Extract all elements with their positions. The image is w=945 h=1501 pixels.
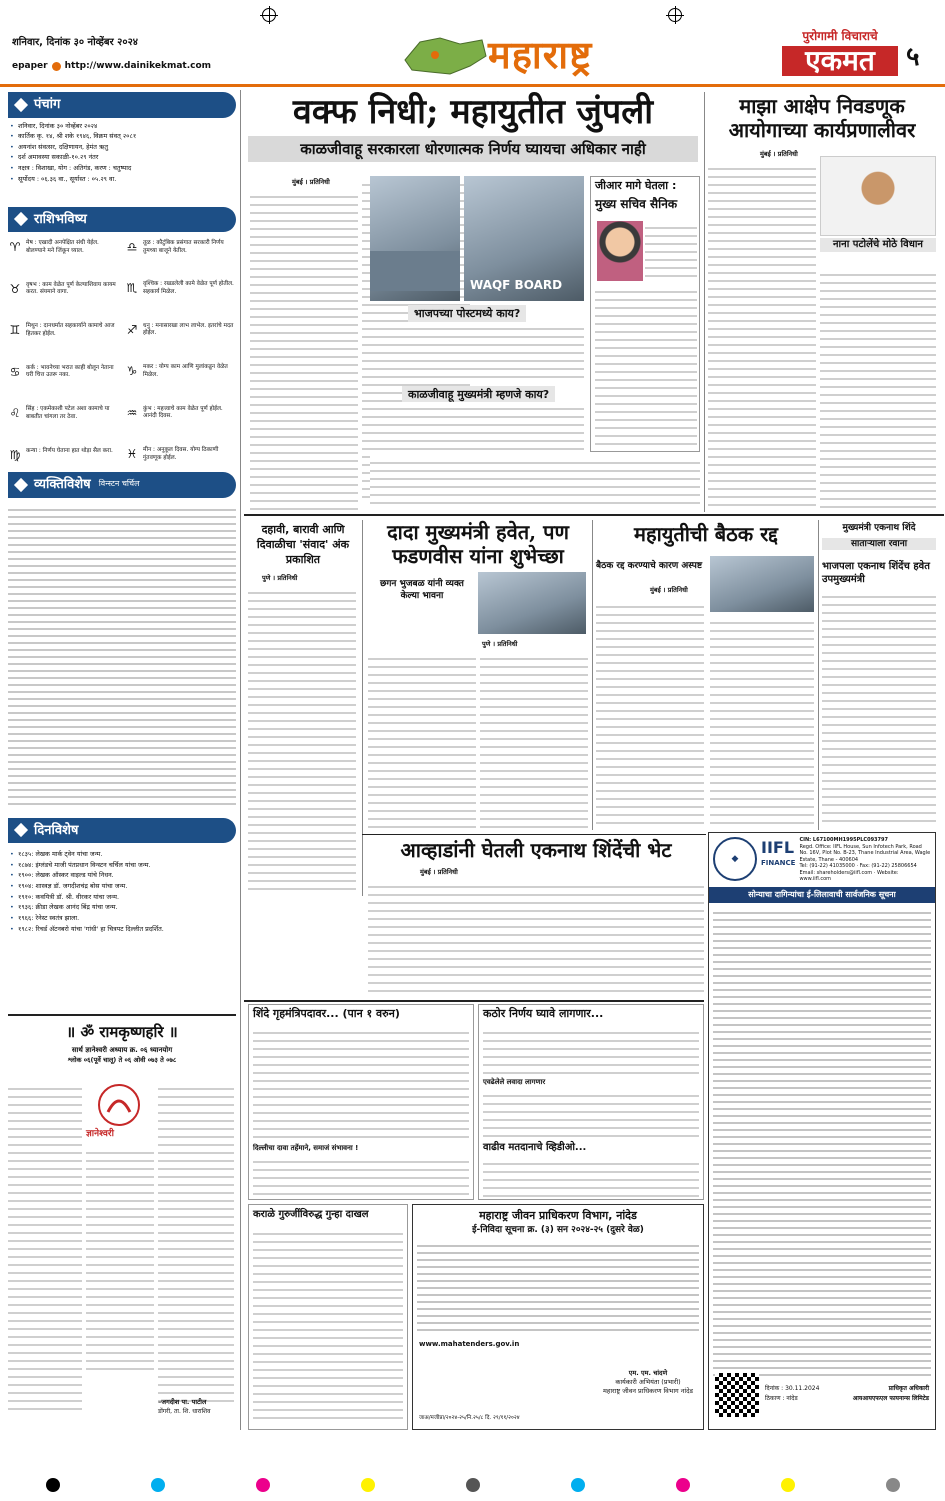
iifl-cin: CIN: L67100MH1995PLC093797: [799, 837, 888, 843]
list-item: • अयनांश संवत्सर, दक्षिणायन, हेमंत ऋतु: [8, 142, 236, 153]
epaper-label: epaper: [12, 61, 48, 71]
iifl-brand-sub: FINANCE: [761, 858, 796, 867]
kathor-sub: एवढेलेले लवादा लागणार: [483, 1077, 546, 1086]
iifl-sign-2: आयआयएफएल फायनान्स लिमिटेड: [852, 1395, 929, 1402]
paper-logo: [782, 28, 898, 78]
lead-body-col: [250, 190, 358, 510]
leo-icon: ♌: [9, 406, 21, 421]
dada-photo: [478, 572, 586, 634]
dinvishesh-title: दिनविशेष: [34, 822, 79, 838]
rashi-item: ♏ वृश्चिक : रखडलेली कामे वेळेत पूर्ण होतील. सहकार्य मिळेल.: [126, 281, 234, 296]
baithak-story: [596, 522, 816, 546]
aksheep-byline: मुंबई । प्रतिनिधी: [760, 150, 798, 158]
taurus-icon: ♉: [9, 281, 21, 296]
jiar-title: जीआर मागे घेतला :: [595, 179, 677, 192]
ramkrishna-author: –जगदीश पा. पाटील: [158, 1398, 207, 1406]
list-item: • १९०४: शास्त्रज्ञ डॉ. जगदीशचंद्र बोस यांचा जन्म.: [8, 881, 236, 892]
lead-subheadline: काळजीवाहू सरकारला धोरणात्मक निर्णय घ्यायचा अधिकार नाही: [248, 136, 698, 162]
awhad-story: [368, 838, 704, 862]
pisces-icon: ♓: [126, 446, 138, 461]
diamond-icon: [14, 823, 28, 837]
cancer-icon: ♋: [9, 364, 21, 379]
epaper-url[interactable]: http://www.dainikekmat.com: [64, 61, 212, 71]
tender-title: महाराष्ट्र जीवन प्राधिकरण विभाग, नांदेड: [479, 1209, 637, 1222]
panchang-list: [8, 121, 236, 207]
karale-headline: कराळे गुरुजींविरुद्ध गुन्हा दाखल: [253, 1209, 369, 1220]
lead-body-block: [370, 402, 584, 452]
verse-column: [8, 1082, 82, 1412]
aksheep-headline: माझा आक्षेप निवडणूक आयोगाच्या कार्यप्रणालीवर: [728, 94, 916, 142]
nana-patole-photo: [820, 156, 936, 236]
rashi-item: ♉ वृषभ : काम वेळेत पूर्ण केल्याशिवाय कायम करत. संयमाने वागा.: [9, 281, 116, 296]
aksheep-body: [708, 162, 816, 508]
color-calibration-bar: [0, 1478, 945, 1492]
rashi-item: ♊ मिथुन : दानधर्मात सहकार्याने कामाचे आज हितकर होईल.: [9, 323, 115, 338]
dahavi-body: [248, 586, 356, 896]
lead-body-block: [370, 322, 584, 382]
ramkrishna-subtitle: सार्थ ज्ञानेश्वरी अध्याय क्र. ०६ ध्यानयोग: [71, 1046, 173, 1055]
rashi-item: ♌ सिंह : एकमेकाशी पटेल अशा कामाचे या बाबतीत चांगला तर ठेवा.: [9, 406, 110, 421]
baithak-photo: [710, 556, 814, 612]
dinvishesh-list: [8, 849, 236, 934]
karale-box: [248, 1204, 408, 1430]
iifl-notice-body: [713, 907, 931, 1377]
iifl-address: Regd. Office: IIFL House, Sun Infotech Park, Road No. 16V, Plot No. B-23, Thane Industrial Area, Wagle Estate, Thane - 400604: [799, 843, 931, 863]
lead-story: [248, 92, 698, 162]
iifl-logo-icon: ◆: [713, 837, 757, 881]
list-item: • शनिवार, दिनांक ३० नोव्हेंबर २०२४: [8, 121, 236, 132]
shinde-cont-headline: शिंदे गृहमंत्रिपदावर... (पान १ वरुन): [253, 1007, 400, 1020]
tender-ref: जाअ/मजीप्रा/२०२४-२५/नि.२५/८ दि. २९/११/२०२४: [419, 1415, 520, 1421]
dinvishesh-header: [8, 818, 236, 844]
ramkrishna-verse-ref: श्लोक ०६(पूर्वे चालू) ते ०६ ओवी ०७३ ते ०७८: [67, 1055, 177, 1064]
aksheep-body-2: [820, 268, 936, 508]
date-line: शनिवार, दिनांक ३० नोव्हेंबर २०२४: [12, 37, 138, 48]
registration-mark-icon: [262, 8, 276, 22]
lead-headline: वक्फ निधी; महायुतीत जुंपली: [292, 92, 654, 132]
iifl-notice: [708, 832, 936, 1430]
list-item: • १९६६: रेनेस्ट स्वतंत्र झाला.: [8, 913, 236, 924]
rashi-title: राशिभविष्य: [34, 211, 87, 227]
rashi-grid: [8, 238, 236, 464]
aries-icon: ♈: [9, 240, 21, 255]
dada-body: [480, 652, 588, 830]
lead-byline: मुंबई । प्रतिनिधी: [292, 178, 330, 186]
list-item: • नक्षत्र : विशाखा, योग : अतिगंड, करण : चतुष्पाद: [8, 163, 236, 174]
diamond-icon: [14, 478, 28, 492]
aksheep-story: [708, 94, 936, 142]
dnyaneshwari-label: ज्ञानेश्वरी: [86, 1129, 114, 1139]
waqf-board-caption: WAQF BOARD: [470, 277, 563, 292]
ramkrishna-title: ॥ ॐ रामकृष्णहरि ॥: [66, 1023, 178, 1041]
tender-notice: [412, 1204, 704, 1430]
left-column: [8, 88, 236, 934]
awhad-headline: आव्हाडांनी घेतली एकनाथ शिंदेंची भेट: [400, 838, 672, 862]
ramkrishna-author-place: डोंगरी, ता. शि. धाराशिव: [158, 1408, 211, 1415]
kathor-headline-2: वाढीव मतदानाचे व्हिडीओ...: [483, 1142, 587, 1154]
kathor-box: [478, 1004, 704, 1200]
tender-subtitle: ई-निविदा सूचना क्र. (३) सन २०२४-२५ (दुसरे वेळ): [472, 1224, 644, 1235]
tender-office: महाराष्ट्र जीवन प्राधिकरण विभाग नांदेड: [603, 1386, 693, 1395]
eknath-tag: मुख्यमंत्री एकनाथ शिंदे: [842, 523, 916, 533]
vyakti-subtitle: विन्स्टन चर्चिल: [98, 479, 140, 489]
tagline: पुरोगामी विचाराचे: [802, 29, 878, 43]
aquarius-icon: ♒: [126, 405, 138, 420]
rashi-item: ♈ मेष : एखादी अनपेक्षित संधी येईल. बोलण्याने मने जिंकून घ्याल.: [9, 240, 99, 255]
dada-story: [368, 520, 588, 568]
rashi-item: ♒ कुंभ : महत्त्वाचे काम वेळेत पूर्ण होईल. आनंदी दिवस.: [126, 405, 223, 420]
masthead: [0, 0, 945, 88]
eknath-body: [822, 590, 936, 828]
list-item: • दर्श अमावस्या सकाळी-१०.२९ नंतर: [8, 152, 236, 163]
verse-column: [158, 1082, 234, 1402]
list-item: • १९१०: कवयित्री डॉ. श्री. वीरकर यांचा जन्म.: [8, 892, 236, 903]
dada-subheadline: छगन भुजबळ यांनी व्यक्त केल्या भावना: [380, 579, 464, 602]
epaper-link[interactable]: [12, 60, 211, 72]
dada-byline: पुणे । प्रतिनिधी: [482, 640, 518, 648]
diamond-icon: [14, 98, 28, 112]
vyakti-title: व्यक्तिविशेष: [34, 477, 91, 493]
vyakti-body: [8, 504, 236, 810]
list-item: • सूर्योदय : ०६.३६ वा., सूर्यास्त : ०५.२९ वा.: [8, 174, 236, 185]
panchang-header: [8, 92, 236, 118]
lead-body-block: [370, 456, 700, 508]
dada-headline: दादा मुख्यमंत्री हवेत, पण फडणवीस यांना शुभेच्छा: [387, 520, 569, 568]
rashi-item: ♍ कन्या : निर्णय घेताना हात थोड़ा सैल करा.: [9, 448, 113, 463]
iifl-phone: Tel: (91-22) 41035000 · Fax: (91-22) 25806654: [799, 863, 917, 869]
rashi-left: [8, 238, 119, 464]
sagittarius-icon: ♐: [126, 322, 138, 337]
list-item: • कार्तिक कृ. १४, श्री शके १९४६, विक्रम संवत् २०८१: [8, 131, 236, 142]
baithak-headline: महायुतीची बैठक रद्द: [633, 522, 778, 546]
maharashtra-map-icon: [400, 30, 490, 80]
iifl-sign: प्राधिकृत अधिकारी: [888, 1385, 929, 1392]
list-item: • १८३५: लेखक मार्क ट्वेन यांचा जन्म.: [8, 849, 236, 860]
rashi-item: ♎ तूळ : कौटुंबिक प्रसंगात सरकारी निर्णय तुमच्या बाजूने येतील.: [126, 240, 224, 255]
jiar-subtitle: मुख्य सचिव सैनिक: [595, 196, 678, 211]
vyakti-header: [8, 472, 236, 498]
globe-icon: [52, 62, 61, 71]
tender-signatory: एम. एम. चांदणे: [628, 1369, 668, 1377]
registration-mark-icon: [668, 8, 682, 22]
shinde-cont-sub: दिल्लीचा दावा तर्हेमाने, समाजं संभावना !: [253, 1143, 359, 1152]
iifl-brand: IIFL: [761, 838, 795, 857]
libra-icon: ♎: [126, 240, 138, 255]
paper-name: एकमत: [782, 46, 898, 76]
dahavi-headline: दहावी, बारावी आणि दिवाळीचा 'संवाद' अंक प्रकाशित: [256, 523, 350, 566]
eknath-headline: भाजपला एकनाथ शिंदेंच हवेत उपमुख्यमंत्री: [822, 561, 930, 586]
awhad-byline: मुंबई । प्रतिनिधी: [420, 868, 458, 876]
dahavi-byline: पुणे । प्रतिनिधी: [262, 574, 298, 582]
shinde-cont-box: [248, 1004, 474, 1200]
section-title: महाराष्ट्र: [488, 33, 593, 77]
list-item: • १९८२: रिचर्ड अ‍ॅटनबरो यांचा 'गांधी' हा चित्रपट दिल्लीत प्रदर्शित.: [8, 924, 236, 935]
lead-subhead: भाजपच्या पोस्टमध्ये काय?: [408, 305, 526, 324]
rashi-item: ♓ मीन : अनुकूल दिवस. योग्य ठिकाणी गुंतवणूक होईल.: [126, 446, 219, 461]
iifl-notice-title: सोन्याचा दागिन्यांचा ई-लिलावाची सार्वजनिक सूचना: [709, 887, 935, 904]
rashi-header: [8, 207, 236, 233]
ramkrishna-box: [8, 1014, 236, 1430]
verse-column: [86, 1146, 154, 1376]
diamond-icon: [14, 212, 28, 226]
virgo-icon: ♍: [9, 448, 21, 463]
scorpio-icon: ♏: [126, 281, 138, 296]
dada-body: [368, 652, 476, 830]
lead-subhead-2: काळजीवाहू मुख्यमंत्री म्हणजे काय?: [402, 386, 555, 405]
dnyaneshwari-logo: [96, 1082, 142, 1128]
baithak-body: [710, 616, 814, 828]
qr-code-icon: [715, 1373, 759, 1417]
nana-patole-caption: नाना पटोलेंचे मोठे विधान: [820, 238, 936, 252]
list-item: • १९३६: क्रीडा लेखक आनंद बिंद्र यांचा जन्म.: [8, 902, 236, 913]
panchang-title: पंचांग: [34, 97, 61, 112]
baithak-byline: मुंबई । प्रतिनिधी: [650, 586, 688, 594]
iifl-date: दिनांक : 30.11.2024: [765, 1385, 820, 1392]
rashi-right: [125, 238, 236, 464]
jiar-box: [590, 176, 700, 452]
gemini-icon: ♊: [9, 323, 21, 338]
waqf-board-photo: [464, 176, 584, 301]
list-item: • १८७४: इंग्लंडचे माजी पंतप्रधान विन्स्टन चर्चिल यांचा जन्म.: [8, 860, 236, 871]
capricorn-icon: ♑: [126, 364, 138, 379]
lead-photo: [370, 176, 460, 301]
rashi-item: ♑ मकर : योग्य काम आणि मुलांकडून वेळेत मिळेल.: [126, 364, 228, 379]
eknath-story: [822, 522, 936, 586]
awhad-body: [368, 880, 704, 998]
sujata-saunik-photo: [597, 221, 643, 281]
tender-designation: कार्यकारी अभियंता (प्रभारी): [615, 1377, 681, 1386]
tender-url[interactable]: www.mahatenders.gov.in: [419, 1339, 520, 1348]
iifl-web: Email: shareholders@iifl.com · Website: www.iifl.com: [799, 869, 899, 882]
rashi-item: ♐ धनु : मनासारखा लाभ लाभेल. इतरांचे मदत होईल.: [126, 322, 234, 337]
rashi-item: ♋ कर्क : भावनेच्या भरात काही बोलून नेताना घरी चित्त उतरू नका.: [9, 364, 114, 379]
dahavi-story: [248, 522, 358, 567]
baithak-subheadline: बैठक रद्द करण्याचे कारण अस्पष्ट: [596, 561, 703, 571]
list-item: • १९००: लेखक ऑस्कर वाइल्ड यांचे निधन.: [8, 870, 236, 881]
page-number: ५: [906, 42, 920, 72]
baithak-body: [596, 600, 704, 828]
iifl-place: ठिकाण : नांदेड: [765, 1395, 798, 1402]
eknath-tag-2: सातार्‍याला रवाना: [822, 538, 936, 550]
kathor-headline: कठोर निर्णय घ्यावे लागणार...: [483, 1007, 604, 1020]
